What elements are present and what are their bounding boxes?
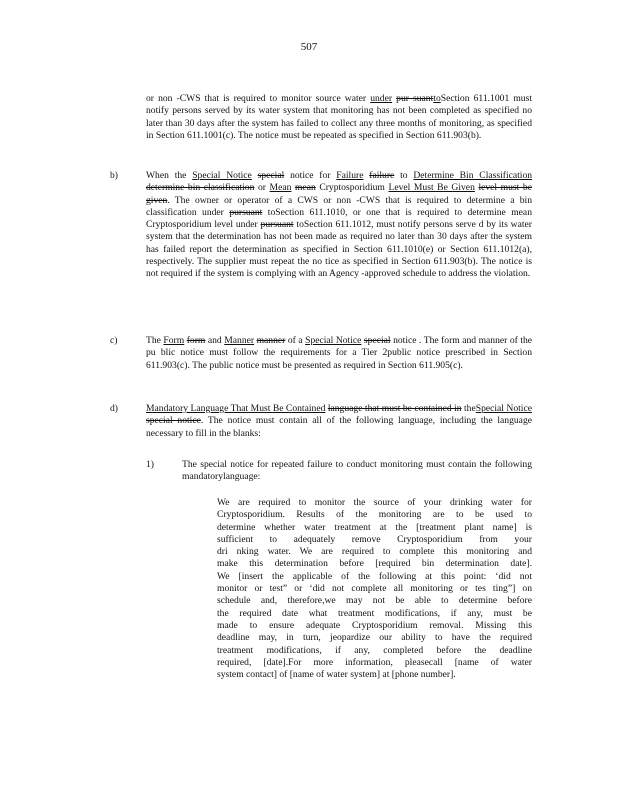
item-b-text: to xyxy=(400,170,408,181)
item-b-text: . The owner or operator of a CWS or non -CWS that is required to determine a bin classification under xyxy=(146,194,532,218)
item-c-text: and xyxy=(207,335,222,346)
mandatory-language-quote xyxy=(217,497,532,681)
item-d-label: d) xyxy=(110,403,118,414)
item-c-label: c) xyxy=(110,335,118,346)
item-c-text: The xyxy=(146,335,161,346)
quote-line: deadline may, in turn, jeopardize our ability to have the required xyxy=(217,632,532,644)
item-c-insertion: Manner xyxy=(224,335,255,346)
item-b-text: Section 611.1012, must notify persons serve d by its water system that the determination has not been made as required no later than 30 days after the system has failed report the determination as specified in Section 611.1010(e) or Section 611.1012(a), respectively. The supplier must repeat the no tice as specified in Section 611.903(b). The notice is not required if the system is complying with an Agency -approved schedule to address the violation. xyxy=(146,219,532,280)
item-d-deletion: special notice xyxy=(146,415,201,427)
quote-line: the required date what treatment modifications, if any, must be xyxy=(217,607,532,619)
quote-line: dri nking water. We are required to complete this monitoring and xyxy=(217,546,532,558)
intro-insertion: under xyxy=(370,93,393,104)
subitem-1-paragraph: The special notice for repeated failure to conduct monitoring must contain the following mandatorylanguage: xyxy=(182,459,532,483)
item-b-deletion: level must be given xyxy=(146,182,532,206)
item-b-deletion: failure xyxy=(369,170,395,181)
item-b-deletion: mean xyxy=(294,182,316,194)
item-d-text: the xyxy=(464,403,476,414)
quote-line: We are required to monitor the source of your drinking water for xyxy=(217,497,532,508)
item-b-insertion: Failure xyxy=(336,170,364,181)
item-c-deletion: form xyxy=(186,335,206,346)
quote-line: required, [date].For more information, pleasecall [name of water xyxy=(217,656,532,668)
item-c-deletion: special xyxy=(363,335,391,346)
quote-line: made to ensure adequate Cryptosporidium removal. Missing this xyxy=(217,619,532,631)
item-b-text: to xyxy=(296,219,304,231)
item-b-text: or xyxy=(257,182,266,194)
item-d-insertion: Mandatory Language That Must Be Contained xyxy=(146,403,326,414)
item-b-insertion: Level Must Be Given xyxy=(388,182,475,194)
item-b-deletion: pursuant xyxy=(229,206,263,218)
item-c-text: notice . The form and manner of the pu blic notice must follow the requirements for a Tier 2public notice prescribed in Section 611.903(c). The public notice must be presented as required in Section 611.905(c). xyxy=(146,335,533,371)
page-number: 507 xyxy=(300,41,318,53)
item-d-paragraph xyxy=(146,403,532,440)
item-b-deletion: pursuant xyxy=(260,219,294,231)
quote-line: We [insert the applicable of the following at this point: ‘did not xyxy=(217,570,532,582)
item-d-text: . The notice must contain all of the following language, including the language necessary to fill in the blanks: xyxy=(146,415,532,439)
quote-line: schedule and, therefore,we may not be able to determine before xyxy=(217,595,532,607)
item-b-insertion: Determine Bin Classification xyxy=(413,170,533,181)
item-b-label: b) xyxy=(110,170,118,181)
item-b-text: Cryptosporidium xyxy=(319,182,385,194)
item-b-text: When the xyxy=(146,170,187,181)
quote-line: Cryptosporidium. Results of the monitoring are to be used to xyxy=(217,509,532,521)
item-c-insertion: Form xyxy=(163,335,185,346)
quote-line: sufficient to adequately remove Cryptosporidium from your xyxy=(217,533,532,545)
intro-text-2: Section 611.1001 must notify persons served by its water system that monitoring has not been completed as specified no later than 30 days after the system has failed to collect any three months of monitoring, as specified in Section 611.1001(c). The notice must be repeated as specified in Section 611.903(b). xyxy=(146,93,532,141)
intro-deletion: pur suant xyxy=(396,93,434,104)
quote-line: system contact] of [name of water system] at [phone number]. xyxy=(217,669,456,681)
item-c-paragraph xyxy=(146,335,532,372)
intro-paragraph xyxy=(146,93,532,142)
item-b-insertion: Mean xyxy=(269,182,292,194)
item-b-text: Section 611.1010, or one that is required to determine mean Cryptosporidium level under xyxy=(146,206,532,231)
item-c-text: of a xyxy=(287,335,303,346)
item-b-text: notice for xyxy=(290,170,331,181)
item-b-insertion: Special Notice xyxy=(192,170,252,181)
quote-line: determine whether water treatment at the [treatment plant name] is xyxy=(217,521,532,533)
quote-line: treatment modifications, if any, completed before the deadline xyxy=(217,644,532,656)
quote-line: make this determination before [required bin determination date]. xyxy=(217,558,532,570)
quote-line: monitor or test” or ‘did not complete all monitoring or tes ting”] on xyxy=(217,583,532,595)
item-b-deletion: determine bin classification xyxy=(146,182,255,194)
intro-insertion-2: to xyxy=(433,93,441,104)
item-c-deletion: manner xyxy=(256,335,286,346)
item-d-deletion: language that must be contained in xyxy=(327,403,462,414)
subitem-1-label: 1) xyxy=(146,459,154,470)
item-c-insertion: Special Notice xyxy=(305,335,362,346)
item-d-insertion: Special Notice xyxy=(475,403,532,414)
intro-text-1: or non -CWS that is required to monitor source water xyxy=(146,93,367,104)
item-b-text: to xyxy=(267,206,276,218)
item-b-deletion: special xyxy=(257,170,285,181)
item-b-paragraph xyxy=(146,170,532,281)
